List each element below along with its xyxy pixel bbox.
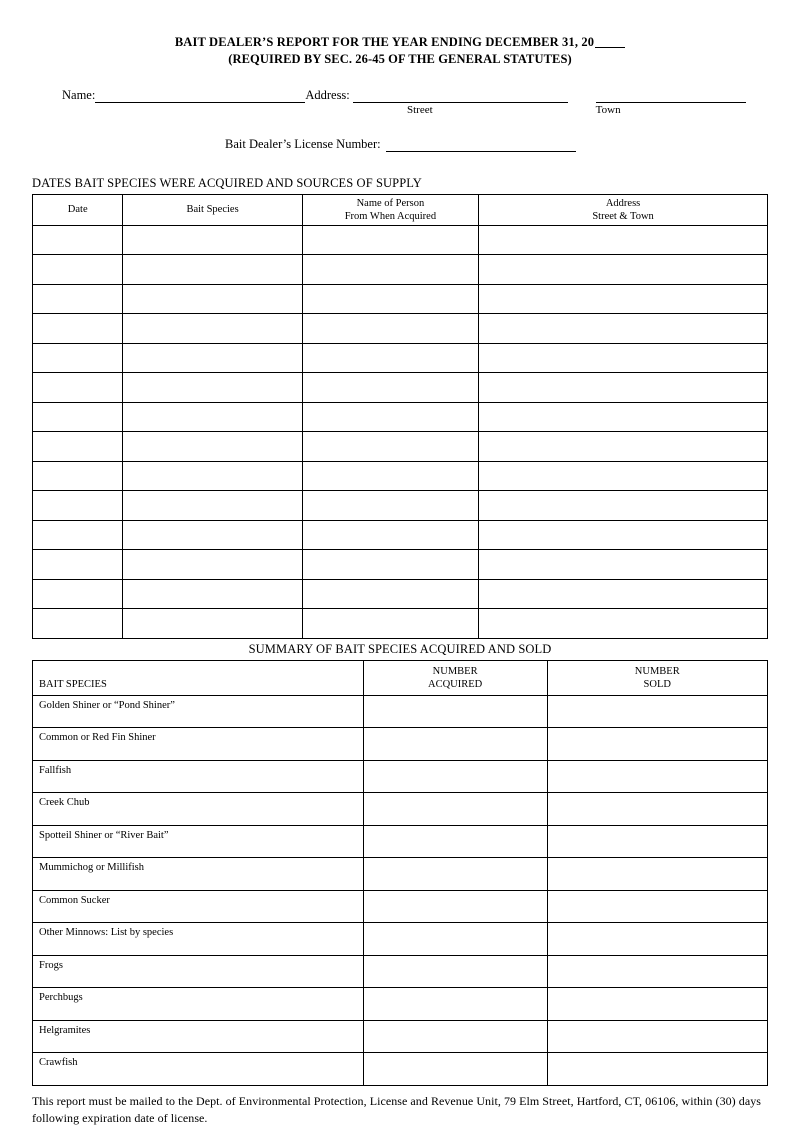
name-address-row [32,88,768,103]
summary-cell-sold[interactable] [547,695,768,728]
acquisition-cell-date[interactable] [33,520,123,550]
acquisition-col-address-line1: Address [605,197,641,209]
acquisition-cell-person[interactable] [302,579,478,609]
street-input[interactable] [353,90,568,103]
acquisition-table-row [33,225,768,255]
acquisition-cell-date[interactable] [33,579,123,609]
acquisition-cell-address[interactable] [479,461,768,491]
acquisition-cell-species[interactable] [123,461,302,491]
address-sublabels [32,104,768,116]
acquisition-cell-date[interactable] [33,432,123,462]
summary-cell-acquired[interactable] [363,695,547,728]
acquisition-cell-person[interactable] [302,255,478,285]
acquisition-cell-date[interactable] [33,491,123,521]
summary-col-acquired-line2: ACQUIRED [428,678,483,690]
acquisition-table-row [33,550,768,580]
acquisition-cell-person[interactable] [302,491,478,521]
summary-table-row [33,695,768,728]
document-subtitle: (REQUIRED BY SEC. 26-45 OF THE GENERAL STATUTES) [228,51,572,66]
summary-col-species: BAIT SPECIES [33,660,364,695]
acquisition-cell-person[interactable] [302,520,478,550]
acquisition-cell-person[interactable] [302,402,478,432]
acquisition-cell-person[interactable] [302,284,478,314]
summary-cell-sold[interactable] [547,988,768,1021]
acquisition-cell-address[interactable] [479,373,768,403]
summary-col-sold-line2: SOLD [643,678,671,690]
summary-table-row [33,955,768,988]
acquisition-cell-address[interactable] [479,402,768,432]
summary-cell-sold[interactable] [547,793,768,826]
acquisition-table-body [33,225,768,638]
acquisition-cell-person[interactable] [302,314,478,344]
summary-cell-species: Mummichog or Millifish [33,858,364,891]
acquisition-col-person [302,194,478,225]
summary-cell-acquired[interactable] [363,728,547,761]
summary-cell-sold[interactable] [547,858,768,891]
acquisition-col-person-line1: Name of Person [356,197,425,209]
acquisition-cell-address[interactable] [479,609,768,639]
document-title-block [32,34,768,68]
acquisition-cell-date[interactable] [33,225,123,255]
acquisition-cell-species[interactable] [123,284,302,314]
acquisition-table-row [33,373,768,403]
year-blank-input[interactable] [595,47,625,48]
acquisition-cell-person[interactable] [302,609,478,639]
town-input[interactable] [596,90,746,103]
acquisition-col-address [479,194,768,225]
summary-table-row [33,858,768,891]
town-sublabel: Town [595,103,621,116]
acquisition-table-row [33,609,768,639]
acquisition-table-row [33,314,768,344]
name-label: Name: [62,87,96,102]
name-input[interactable] [95,90,305,103]
acquisition-section-heading: DATES BAIT SPECIES WERE ACQUIRED AND SOURCES OF SUPPLY [32,175,422,190]
acquisition-cell-person[interactable] [302,343,478,373]
acquisition-cell-date[interactable] [33,314,123,344]
acquisition-cell-date[interactable] [33,550,123,580]
acquisition-cell-date[interactable] [33,284,123,314]
summary-table-row [33,1053,768,1086]
summary-col-sold-line1: NUMBER [634,665,680,677]
license-number-input[interactable] [386,139,576,152]
acquisition-cell-address[interactable] [479,432,768,462]
acquisition-cell-address[interactable] [479,491,768,521]
acquisition-cell-date[interactable] [33,402,123,432]
acquisition-col-species [123,194,302,225]
acquisition-table-row [33,255,768,285]
acquisition-cell-species[interactable] [123,255,302,285]
summary-cell-acquired[interactable] [363,793,547,826]
document-title-text: BAIT DEALER’S REPORT FOR THE YEAR ENDING DECEMBER 31, 20 [174,35,595,49]
acquisition-cell-date[interactable] [33,461,123,491]
acquisition-table-header-row [33,194,768,225]
summary-cell-sold[interactable] [547,728,768,761]
summary-cell-sold[interactable] [547,955,768,988]
document-title-line-1 [32,34,768,51]
summary-table [32,660,768,1086]
acquisition-cell-species[interactable] [123,491,302,521]
acquisition-table-row [33,432,768,462]
acquisition-cell-species[interactable] [123,225,302,255]
summary-cell-acquired[interactable] [363,825,547,858]
acquisition-cell-species[interactable] [123,579,302,609]
acquisition-cell-date[interactable] [33,609,123,639]
acquisition-cell-species[interactable] [123,314,302,344]
acquisition-table-row [33,402,768,432]
acquisition-cell-person[interactable] [302,550,478,580]
acquisition-cell-address[interactable] [479,550,768,580]
acquisition-cell-address[interactable] [479,520,768,550]
acquisition-col-species-line2: Bait Species [186,204,239,216]
address-label: Address: [305,87,350,102]
acquisition-table-row [33,461,768,491]
summary-table-row [33,988,768,1021]
street-sublabel: Street [407,103,433,116]
summary-cell-species: Common or Red Fin Shiner [33,728,364,761]
acquisition-table-row [33,284,768,314]
acquisition-cell-person[interactable] [302,461,478,491]
acquisition-col-address-line2: Street & Town [592,210,654,222]
summary-cell-sold[interactable] [547,923,768,956]
summary-col-sold [547,660,768,695]
summary-cell-species: Golden Shiner or “Pond Shiner” [33,695,364,728]
acquisition-col-date [33,194,123,225]
summary-col-acquired-line1: NUMBER [432,665,478,677]
summary-table-body [33,695,768,1085]
summary-section-heading: SUMMARY OF BAIT SPECIES ACQUIRED AND SOLD [248,641,552,656]
acquisition-cell-address[interactable] [479,343,768,373]
summary-table-row [33,825,768,858]
acquisition-cell-person[interactable] [302,373,478,403]
acquisition-cell-address[interactable] [479,314,768,344]
summary-table-row [33,1020,768,1053]
summary-cell-sold[interactable] [547,1053,768,1086]
acquisition-cell-address[interactable] [479,225,768,255]
summary-cell-species: Spotteil Shiner or “River Bait” [33,825,364,858]
acquisition-cell-species[interactable] [123,520,302,550]
acquisition-cell-species[interactable] [123,373,302,403]
summary-cell-species: Helgramites [33,1020,364,1053]
summary-cell-sold[interactable] [547,825,768,858]
summary-cell-acquired[interactable] [363,1020,547,1053]
mailing-instructions: This report must be mailed to the Dept. of Environmental Protection, License and Revenue Unit, 79 Elm Street, Hartford, CT, 06106, within (30) days following expiration date of license. [32,1093,761,1125]
acquisition-cell-address[interactable] [479,284,768,314]
summary-table-row [33,760,768,793]
summary-cell-species: Perchbugs [33,988,364,1021]
acquisition-cell-address[interactable] [479,579,768,609]
summary-cell-species: Crawfish [33,1053,364,1086]
acquisition-cell-species[interactable] [123,609,302,639]
acquisition-cell-species[interactable] [123,432,302,462]
acquisition-cell-species[interactable] [123,343,302,373]
summary-cell-species: Creek Chub [33,793,364,826]
acquisition-cell-date[interactable] [33,373,123,403]
acquisition-cell-date[interactable] [33,255,123,285]
summary-cell-acquired[interactable] [363,923,547,956]
summary-cell-acquired[interactable] [363,955,547,988]
acquisition-table-row [33,491,768,521]
summary-table-row [33,923,768,956]
acquisition-cell-species[interactable] [123,402,302,432]
summary-cell-acquired[interactable] [363,890,547,923]
acquisition-cell-address[interactable] [479,255,768,285]
acquisition-cell-person[interactable] [302,432,478,462]
summary-cell-species: Other Minnows: List by species [33,923,364,956]
summary-cell-species: Common Sucker [33,890,364,923]
acquisition-table-row [33,520,768,550]
acquisition-table-row [33,579,768,609]
summary-cell-acquired[interactable] [363,988,547,1021]
acquisition-cell-person[interactable] [302,225,478,255]
summary-cell-acquired[interactable] [363,1053,547,1086]
acquisition-table-row [33,343,768,373]
license-row [32,137,768,152]
summary-cell-species: Frogs [33,955,364,988]
summary-cell-acquired[interactable] [363,858,547,891]
acquisition-col-date-line2: Date [67,204,88,216]
summary-table-row [33,890,768,923]
acquisition-col-person-line2: From When Acquired [344,210,437,222]
summary-table-header-row [33,660,768,695]
summary-cell-acquired[interactable] [363,760,547,793]
summary-table-row [33,728,768,761]
summary-table-row [33,793,768,826]
summary-cell-sold[interactable] [547,890,768,923]
summary-cell-sold[interactable] [547,760,768,793]
acquisition-cell-species[interactable] [123,550,302,580]
acquisition-table [32,194,768,639]
summary-cell-species: Fallfish [33,760,364,793]
summary-col-acquired [363,660,547,695]
acquisition-cell-date[interactable] [33,343,123,373]
license-label: Bait Dealer’s License Number: [225,136,381,151]
summary-cell-sold[interactable] [547,1020,768,1053]
